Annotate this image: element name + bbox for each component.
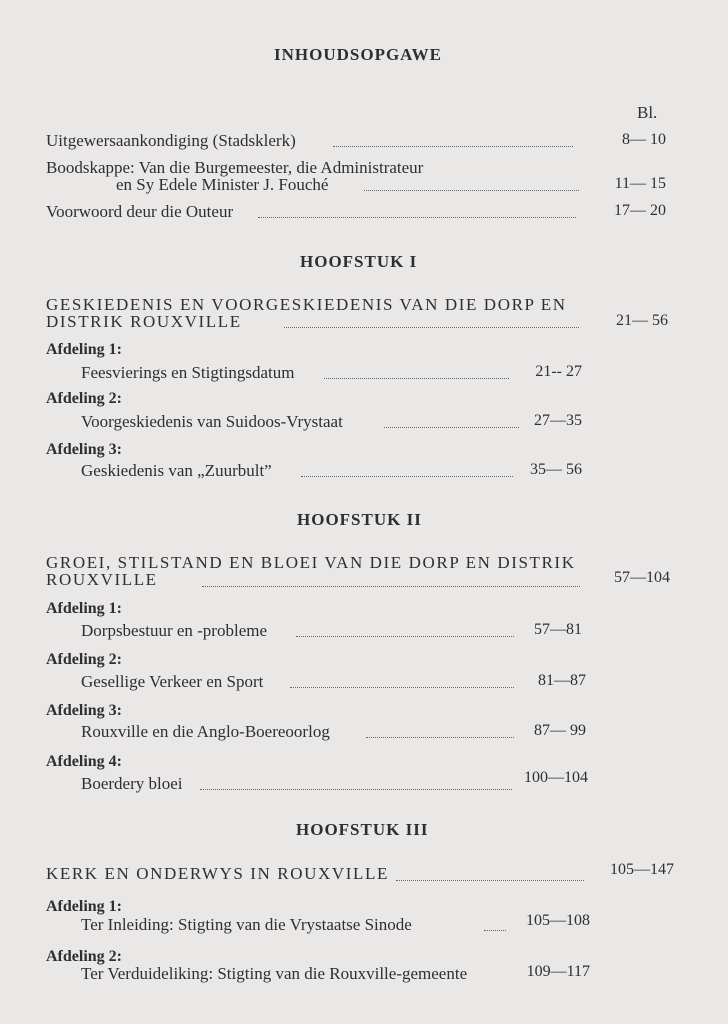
section-label: Afdeling 2: <box>46 651 122 668</box>
section-label: Afdeling 3: <box>46 702 122 719</box>
leader-dots <box>200 789 512 790</box>
leader-dots <box>324 378 509 379</box>
section-text: Voorgeskiedenis van Suidoos-Vrystaat <box>81 412 343 431</box>
toc-entry-text: Boodskappe: Van die Burgemeester, die Administrateur <box>46 158 424 177</box>
section-pages: 81—87 <box>538 672 586 689</box>
leader-dots <box>301 476 513 477</box>
chapter-title: ROUXVILLE <box>46 570 158 589</box>
leader-dots <box>290 687 514 688</box>
page-column-label: Bl. <box>637 103 658 122</box>
chapter-title: GESKIEDENIS EN VOORGESKIEDENIS VAN DIE DORP EN <box>46 295 567 314</box>
section-pages: 105—108 <box>526 912 590 929</box>
section-label: Afdeling 2: <box>46 948 122 965</box>
section-text: Ter Inleiding: Stigting van die Vrystaatse Sinode <box>81 915 412 934</box>
chapter-pages: 21— 56 <box>616 312 668 329</box>
section-pages: 35— 56 <box>530 461 582 478</box>
toc-entry-text: Uitgewersaankondiging (Stadsklerk) <box>46 131 296 150</box>
section-pages: 27—35 <box>534 412 582 429</box>
chapter-title: KERK EN ONDERWYS IN ROUXVILLE <box>46 864 389 883</box>
chapter-pages: 57—104 <box>614 569 670 586</box>
section-text: Dorpsbestuur en -probleme <box>81 621 268 640</box>
chapter-pages: 105—147 <box>610 861 674 878</box>
toc-entry-pages: 11— 15 <box>614 175 666 192</box>
leader-dots <box>258 217 576 218</box>
chapter-title: GROEI, STILSTAND EN BLOEI VAN DIE DORP EN DISTRIK <box>46 553 576 572</box>
leader-dots <box>384 427 519 428</box>
chapter-heading: HOOFSTUK II <box>297 510 422 529</box>
toc-entry-pages: 8— 10 <box>622 131 666 148</box>
section-label: Afdeling 2: <box>46 390 122 407</box>
section-text: Rouxville en die Anglo-Boereoorlog <box>81 722 330 741</box>
section-pages: 109—117 <box>526 963 590 980</box>
section-pages: 87— 99 <box>534 722 586 739</box>
section-label: Afdeling 1: <box>46 898 122 915</box>
section-text: Geskiedenis van „Zuurbult” <box>81 461 272 480</box>
section-pages: 21-- 27 <box>535 363 582 380</box>
section-text: Feesvierings en Stigtingsdatum <box>81 363 295 382</box>
section-text: Ter Verduideliking: Stigting van die Rouxville-gemeente <box>81 964 468 983</box>
leader-dots <box>484 930 506 931</box>
section-text: Boerdery bloei <box>81 774 183 793</box>
chapter-title: DISTRIK ROUXVILLE <box>46 312 242 331</box>
section-pages: 57—81 <box>534 621 582 638</box>
leader-dots <box>284 327 579 328</box>
section-label: Afdeling 1: <box>46 600 122 617</box>
leader-dots <box>396 880 584 881</box>
section-label: Afdeling 3: <box>46 441 122 458</box>
chapter-heading: HOOFSTUK III <box>296 820 429 839</box>
toc-entry-text: Voorwoord deur die Outeur <box>46 202 234 221</box>
section-text: Gesellige Verkeer en Sport <box>81 672 264 691</box>
leader-dots <box>366 737 514 738</box>
page-title: INHOUDSOPGAWE <box>274 45 442 64</box>
chapter-heading: HOOFSTUK I <box>300 252 418 271</box>
leader-dots <box>202 586 580 587</box>
section-label: Afdeling 4: <box>46 753 122 770</box>
section-label: Afdeling 1: <box>46 341 122 358</box>
leader-dots <box>333 146 573 147</box>
leader-dots <box>364 190 579 191</box>
leader-dots <box>296 636 514 637</box>
section-pages: 100—104 <box>524 769 588 786</box>
toc-entry-text: en Sy Edele Minister J. Fouché <box>116 175 329 194</box>
toc-entry-pages: 17— 20 <box>614 202 666 219</box>
